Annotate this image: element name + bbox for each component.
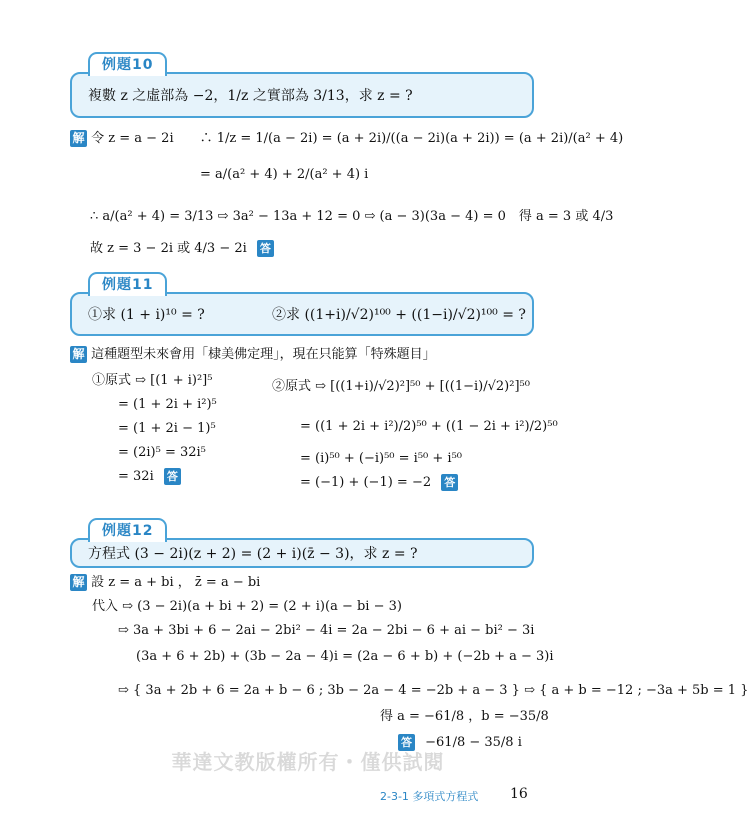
- example-10-solution-line-2: = a/(a² + 4) + 2/(a² + 4) i: [200, 167, 369, 182]
- example-10-question-box: [70, 72, 534, 118]
- solution-text: = (−1) + (−1) = −2: [300, 475, 432, 490]
- solution-text: 設 z = a + bi ， z̄ = a − bi: [91, 575, 261, 590]
- example-10-question: 複數 z 之虛部為 −2，1/z 之實部為 3/13，求 z = ?: [88, 88, 413, 104]
- solution-badge: 解: [70, 346, 87, 363]
- example-10-solution-line-4: [90, 240, 274, 258]
- page-number: 16: [510, 786, 528, 802]
- example-11-left-line-1: ①原式 ⇨ [(1 + i)²]⁵: [92, 373, 213, 388]
- example-12-tab: 例題12: [88, 518, 167, 542]
- example-11-intro: [70, 346, 436, 364]
- example-12-solution-line-5: ⇨ { 3a + 2b + 6 = 2a + b − 6 ; 3b − 2a − 4 = −2b + a − 3 } ⇨ { a + b = −12 ; −3a + 5b = 1 }: [118, 683, 748, 698]
- example-12-question: 方程式 (3 − 2i)(z + 2) = (2 + i)(z̄ − 3)，求 z = ?: [88, 546, 418, 562]
- example-12-solution-line-4: (3a + 6 + 2b) + (3b − 2a − 4)i = (2a − 6 + b) + (−2b + a − 3)i: [136, 649, 554, 664]
- example-11-right-line-4: [300, 474, 458, 492]
- answer-badge: 答: [441, 474, 458, 491]
- example-12-solution-line-1: [70, 574, 260, 592]
- answer-badge: 答: [398, 734, 415, 751]
- example-11-question-box: [70, 292, 534, 336]
- example-11-left-line-5: [118, 468, 181, 486]
- answer-badge: 答: [164, 468, 181, 485]
- answer-text: −61/8 − 35/8 i: [425, 735, 522, 750]
- example-11-tab: 例題11: [88, 272, 167, 296]
- example-11-right-line-3: = (i)⁵⁰ + (−i)⁵⁰ = i⁵⁰ + i⁵⁰: [300, 451, 462, 466]
- solution-text: 故 z = 3 − 2i 或 4/3 − 2i: [90, 241, 247, 256]
- footer-section-title: 2-3-1 多項式方程式: [380, 790, 479, 803]
- solution-badge: 解: [70, 130, 87, 147]
- example-11-left-line-4: = (2i)⁵ = 32i⁵: [118, 445, 206, 460]
- example-11-left-line-3: = (1 + 2i − 1)⁵: [118, 421, 216, 436]
- example-11-question-1: ①求 (1 + i)¹⁰ = ?: [88, 307, 205, 323]
- example-11-left-line-2: = (1 + 2i + i²)⁵: [118, 397, 217, 412]
- example-11-question-2: ②求 ((1+i)/√2)¹⁰⁰ + ((1−i)/√2)¹⁰⁰ = ?: [272, 307, 526, 323]
- solution-text: 這種題型未來會用「棣美佛定理」，現在只能算「特殊題目」: [91, 347, 436, 362]
- example-10-solution-line-3: ∴ a/(a² + 4) = 3/13 ⇨ 3a² − 13a + 12 = 0 ⇨ (a − 3)(3a − 4) = 0 得 a = 3 或 4/3: [90, 209, 614, 224]
- solution-text: 令 z = a − 2i ∴ 1/z = 1/(a − 2i) = (a + 2i)/((a − 2i)(a + 2i)) = (a + 2i)/(a² + 4): [91, 131, 624, 146]
- answer-badge: 答: [257, 240, 274, 257]
- watermark: 華達文教版權所有・僅供試閱: [171, 750, 445, 774]
- example-12-solution-line-2: 代入 ⇨ (3 − 2i)(a + bi + 2) = (2 + i)(a − bi − 3): [92, 599, 402, 614]
- example-10-tab: 例題10: [88, 52, 167, 76]
- example-10-solution-line-1: [70, 130, 623, 148]
- solution-text: = 32i: [118, 469, 154, 484]
- example-12-question-box: [70, 538, 534, 568]
- example-12-solution-line-3: ⇨ 3a + 3bi + 6 − 2ai − 2bi² − 4i = 2a − 2bi − 6 + ai − bi² − 3i: [118, 623, 535, 638]
- example-11-right-line-2: = ((1 + 2i + i²)/2)⁵⁰ + ((1 − 2i + i²)/2)⁵⁰: [300, 419, 558, 434]
- example-11-right-line-1: ②原式 ⇨ [((1+i)/√2)²]⁵⁰ + [((1−i)/√2)²]⁵⁰: [272, 379, 530, 394]
- solution-badge: 解: [70, 574, 87, 591]
- example-12-solution-line-6: 得 a = −61/8 ，b = −35/8: [380, 709, 549, 724]
